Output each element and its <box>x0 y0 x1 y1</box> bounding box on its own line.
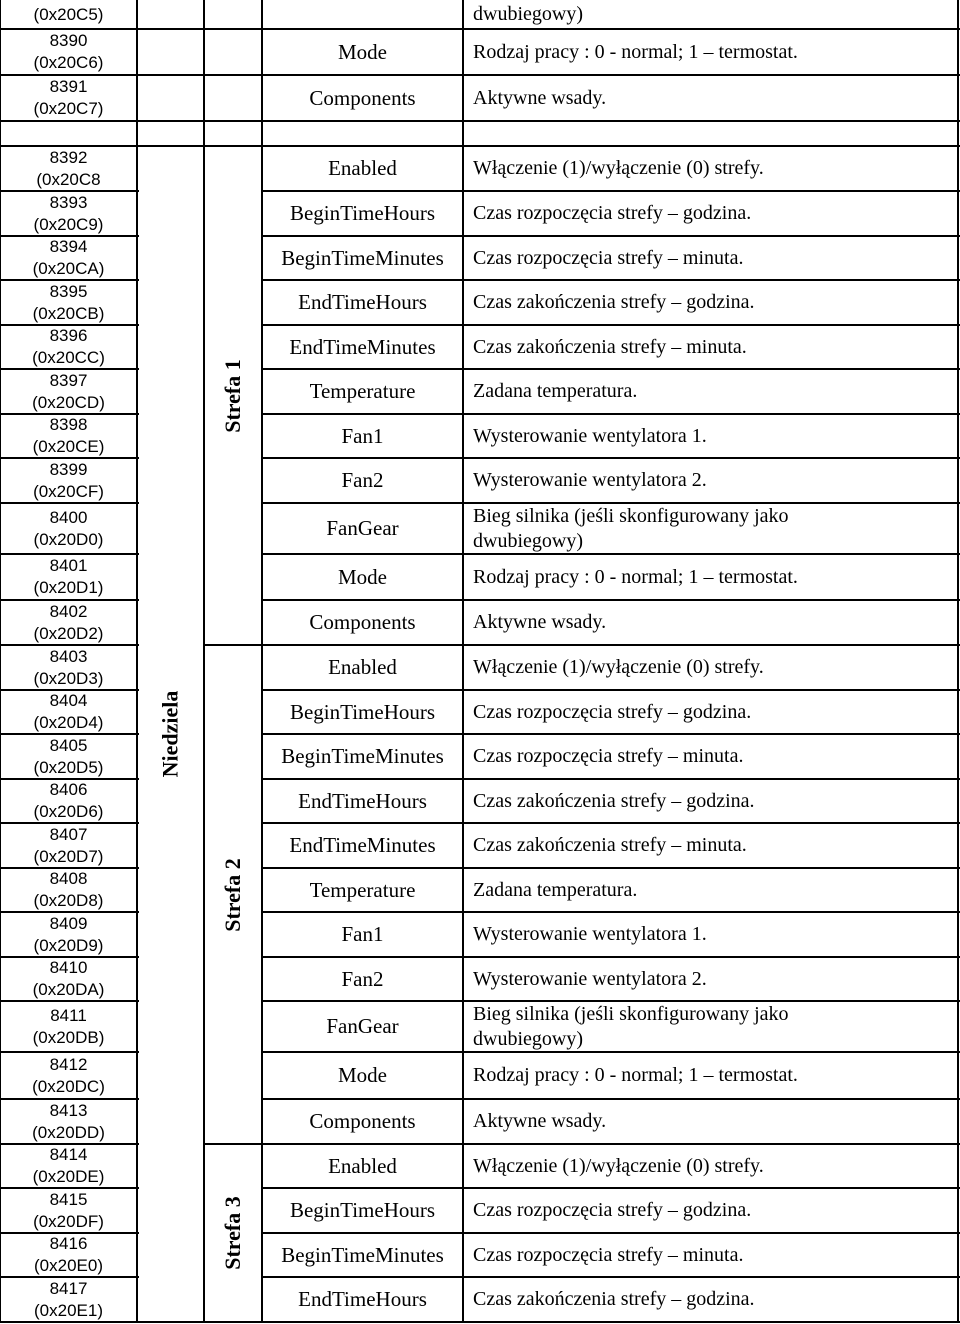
address-cell: 8394 (0x20CA) <box>32 237 105 278</box>
field-name-cell: Mode <box>338 564 387 589</box>
row-border <box>0 74 960 76</box>
field-name-cell: Enabled <box>328 1153 397 1178</box>
row-border <box>0 28 960 30</box>
field-name-cell: Components <box>309 85 416 110</box>
address-cell: 8390 (0x20C6) <box>33 31 104 72</box>
row-border <box>262 1098 960 1100</box>
row-border <box>0 644 139 646</box>
description-cell: Czas zakończenia strefy – godzina. <box>473 1288 755 1310</box>
description-cell: Czas zakończenia strefy – godzina. <box>473 291 755 313</box>
row-border <box>0 457 139 459</box>
description-cell: Czas zakończenia strefy – minuta. <box>473 335 747 358</box>
description-cell: Czas rozpoczęcia strefy – godzina. <box>473 700 752 723</box>
field-name-cell: BeginTimeMinutes <box>281 1242 444 1267</box>
field-name-cell: EndTimeMinutes <box>289 334 436 359</box>
field-name-cell: Temperature <box>309 877 416 902</box>
description-cell: Włączenie (1)/wyłączenie (0) strefy. <box>473 656 764 678</box>
row-border <box>262 733 960 735</box>
address-cell: 8412 (0x20DC) <box>32 1054 105 1096</box>
column-border <box>261 0 263 1323</box>
row-border <box>0 368 139 370</box>
zone-label-3 <box>204 1144 262 1322</box>
address-cell: 8407 (0x20D7) <box>33 824 104 866</box>
row-border <box>262 956 960 958</box>
field-name-cell: FanGear <box>326 1014 399 1038</box>
address-cell: 8395 (0x20CB) <box>32 281 105 323</box>
row-border <box>0 911 139 913</box>
address-cell: 8417 (0x20E1) <box>34 1278 103 1320</box>
field-name-cell: Components <box>309 1109 416 1133</box>
description-cell: Wysterowanie wentylatora 1. <box>473 923 707 945</box>
description-cell: Bieg silnika (jeśli skonfigurowany jako dwubiegowy) <box>473 504 789 552</box>
zone-label-2-text: Strefa 2 <box>220 857 245 932</box>
row-border <box>262 689 960 691</box>
row-border <box>262 867 960 869</box>
description-cell: Czas rozpoczęcia strefy – godzina. <box>473 202 752 224</box>
row-border <box>0 733 139 735</box>
description-cell: Czas rozpoczęcia strefy – minuta. <box>473 1243 744 1266</box>
field-name-cell <box>262 0 463 29</box>
zone-border <box>204 1143 264 1145</box>
address-cell: 8397 (0x20CD) <box>32 370 105 412</box>
address-cell: 8414 (0x20DE) <box>32 1145 105 1186</box>
field-name-cell: BeginTimeMinutes <box>281 744 444 768</box>
zone-label-1 <box>204 146 262 645</box>
field-name-cell: FanGear <box>326 516 399 540</box>
address-cell: 8400 (0x20D0) <box>33 507 104 549</box>
field-name-cell: Temperature <box>309 379 416 403</box>
description-cell: Wysterowanie wentylatora 2. <box>473 967 707 990</box>
column-border <box>203 0 205 1323</box>
row-border <box>0 120 960 122</box>
row-border <box>262 599 960 601</box>
row-border <box>0 324 139 326</box>
field-name-cell: EndTimeHours <box>298 788 427 813</box>
description-cell: Aktywne wsady. <box>473 1110 607 1132</box>
field-name-cell: EndTimeHours <box>298 290 427 314</box>
row-border <box>0 778 139 780</box>
address-cell: 8410 (0x20DA) <box>32 958 105 999</box>
row-border <box>262 1051 960 1053</box>
table-right-border <box>957 0 959 1323</box>
address-cell: 8413 (0x20DD) <box>32 1100 105 1142</box>
row-border <box>262 1187 960 1189</box>
row-border <box>0 145 960 147</box>
row-border <box>262 553 960 555</box>
field-name-cell: Mode <box>338 1063 387 1087</box>
address-cell: 8392 (0x20C8 <box>36 147 101 189</box>
field-name-cell: Enabled <box>328 655 397 679</box>
description-cell: Rodzaj pracy : 0 - normal; 1 – termostat. <box>473 565 798 588</box>
row-border <box>0 822 139 824</box>
row-border <box>262 190 960 192</box>
column-border <box>136 0 138 1323</box>
row-border <box>262 911 960 913</box>
description-cell: Czas rozpoczęcia strefy – godzina. <box>473 1199 752 1221</box>
address-cell: 8396 (0x20CC) <box>32 326 105 367</box>
address-cell: 8398 (0x20CE) <box>32 415 105 456</box>
address-cell: 8391 (0x20C7) <box>33 77 104 118</box>
field-name-cell: Components <box>309 610 416 634</box>
row-border <box>0 413 139 415</box>
field-name-cell: Fan1 <box>341 922 384 946</box>
description-cell: Włączenie (1)/wyłączenie (0) strefy. <box>473 1154 764 1177</box>
address-cell: 8399 (0x20CF) <box>33 459 104 501</box>
address-cell: 8402 (0x20D2) <box>33 601 104 643</box>
description-cell: Czas zakończenia strefy – godzina. <box>473 789 755 812</box>
row-border <box>0 1000 139 1002</box>
zone-label-1-text: Strefa 1 <box>220 358 245 433</box>
description-cell: Zadana temperatura. <box>473 878 638 901</box>
field-name-cell: BeginTimeHours <box>289 699 436 724</box>
table-left-border <box>0 0 1 1323</box>
day-label-niedziela <box>137 146 204 1322</box>
field-name-cell: Fan1 <box>341 423 384 448</box>
description-cell: Czas rozpoczęcia strefy – minuta. <box>473 246 744 269</box>
row-border <box>0 190 139 192</box>
address-cell: 8406 (0x20D6) <box>33 780 104 821</box>
row-border <box>0 1098 139 1100</box>
address-cell: (0x20C5) <box>33 4 104 24</box>
row-border <box>262 368 960 370</box>
row-border <box>0 599 139 601</box>
row-border <box>0 1276 139 1278</box>
row-border <box>0 279 139 281</box>
field-name-cell: BeginTimeHours <box>289 1198 436 1222</box>
address-cell: 8405 (0x20D5) <box>33 735 104 777</box>
row-border <box>0 956 139 958</box>
row-border <box>262 413 960 415</box>
field-name-cell: BeginTimeMinutes <box>281 245 444 270</box>
address-cell: 8411 (0x20DB) <box>32 1005 105 1047</box>
description-cell: Rodzaj pracy : 0 - normal; 1 – termostat. <box>473 1064 798 1086</box>
description-cell: Zadana temperatura. <box>473 380 638 402</box>
description-cell: Włączenie (1)/wyłączenie (0) strefy. <box>473 157 764 179</box>
row-border <box>0 553 139 555</box>
row-border <box>0 867 139 869</box>
row-border <box>262 1000 960 1002</box>
row-border <box>0 502 139 504</box>
address-cell: 8404 (0x20D4) <box>33 691 104 732</box>
field-name-cell: Enabled <box>328 156 397 180</box>
address-cell: 8401 (0x20D1) <box>33 556 104 597</box>
row-border <box>0 1232 139 1234</box>
row-border <box>262 279 960 281</box>
column-border <box>462 0 464 1323</box>
description-cell: Rodzaj pracy : 0 - normal; 1 – termostat. <box>473 40 798 63</box>
row-border <box>262 778 960 780</box>
description-cell: Czas zakończenia strefy – minuta. <box>473 834 747 856</box>
row-border <box>262 457 960 459</box>
zone-label-2 <box>204 645 262 1144</box>
row-border <box>262 644 960 646</box>
row-border <box>0 1051 139 1053</box>
field-name-cell: EndTimeMinutes <box>289 833 436 857</box>
row-border <box>262 1276 960 1278</box>
zone-border <box>204 644 264 646</box>
address-cell: 8416 (0x20E0) <box>34 1234 103 1275</box>
field-name-cell: BeginTimeHours <box>289 201 436 225</box>
field-name-cell: Fan2 <box>341 468 384 492</box>
field-name-cell: Mode <box>338 39 387 64</box>
description-cell: Czas rozpoczęcia strefy – minuta. <box>473 745 744 767</box>
row-border <box>262 1232 960 1234</box>
row-border <box>0 1143 139 1145</box>
description-cell: Aktywne wsady. <box>473 86 607 109</box>
row-border <box>262 324 960 326</box>
address-cell: 8393 (0x20C9) <box>33 192 104 234</box>
row-border <box>0 235 139 237</box>
row-border <box>0 1187 139 1189</box>
field-name-cell: Fan2 <box>341 966 384 991</box>
row-border <box>0 689 139 691</box>
day-label-niedziela-text: Niedziela <box>157 690 183 778</box>
row-border <box>262 822 960 824</box>
address-cell: 8409 (0x20D9) <box>33 913 104 955</box>
row-border <box>262 1143 960 1145</box>
description-cell: Wysterowanie wentylatora 1. <box>473 424 707 447</box>
description-cell: Aktywne wsady. <box>473 611 607 633</box>
description-cell: Bieg silnika (jeśli skonfigurowany jako dwubiegowy) <box>473 1002 789 1050</box>
description-cell: Wysterowanie wentylatora 2. <box>473 469 707 491</box>
zone-label-3-text: Strefa 3 <box>220 1196 245 1270</box>
address-cell: 8403 (0x20D3) <box>33 646 104 688</box>
row-border <box>262 235 960 237</box>
description-cell: dwubiegowy) <box>473 3 583 25</box>
address-cell: 8415 (0x20DF) <box>33 1189 104 1231</box>
field-name-cell: EndTimeHours <box>298 1287 427 1311</box>
row-border <box>262 502 960 504</box>
address-cell: 8408 (0x20D8) <box>33 869 104 910</box>
table-bottom-border <box>0 1321 960 1323</box>
